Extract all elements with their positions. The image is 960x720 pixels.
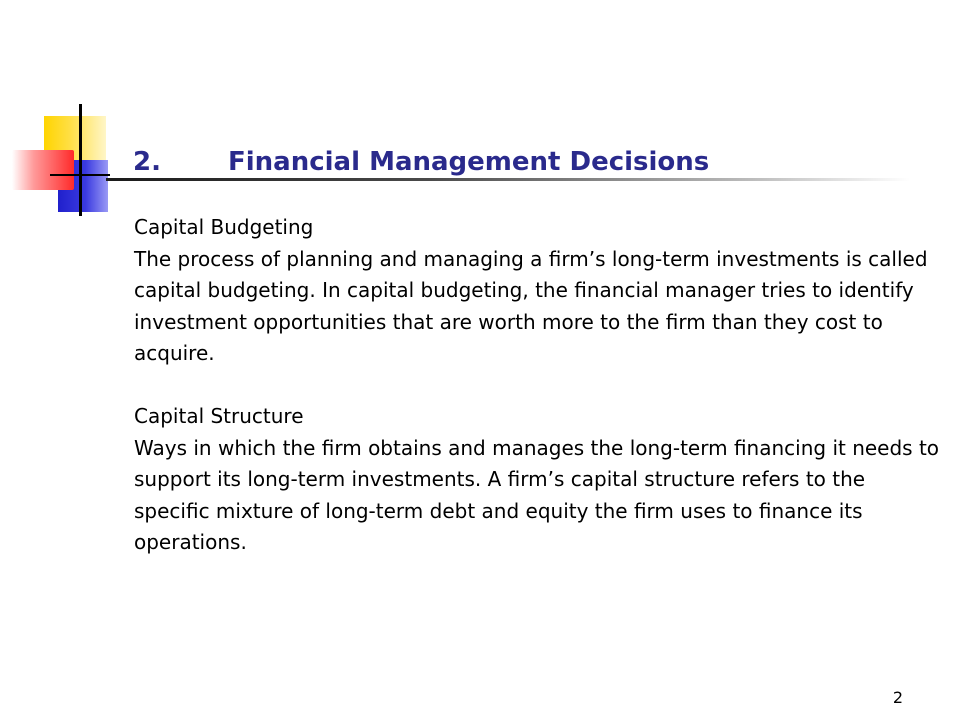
section-heading: Capital Structure xyxy=(134,404,304,428)
slide-title xyxy=(133,146,709,178)
title-underline xyxy=(106,178,910,181)
page-number: 2 xyxy=(892,688,903,707)
section-text: Ways in which the firm obtains and manages the long-term financing it needs to support its long-term investments. A firm’s capital structure refers to the specific mixture of long-term debt and equity the firm uses to finance its operations. xyxy=(134,435,940,554)
logo-horizontal-line xyxy=(50,174,110,176)
section-heading: Capital Budgeting xyxy=(134,215,314,239)
section-capital-structure xyxy=(134,401,944,559)
logo-red-bar xyxy=(12,150,74,190)
logo-vertical-line xyxy=(79,104,82,216)
section-capital-budgeting xyxy=(134,212,944,370)
title-number: 2. xyxy=(133,147,161,177)
title-text: Financial Management Decisions xyxy=(228,147,710,177)
slide-body xyxy=(134,212,944,559)
section-text: The process of planning and managing a firm’s long-term investments is called capital budgeting. In capital budgeting, the financial manager tries to identify investment opportunities that are worth more to the firm than they cost to acquire. xyxy=(134,246,928,365)
